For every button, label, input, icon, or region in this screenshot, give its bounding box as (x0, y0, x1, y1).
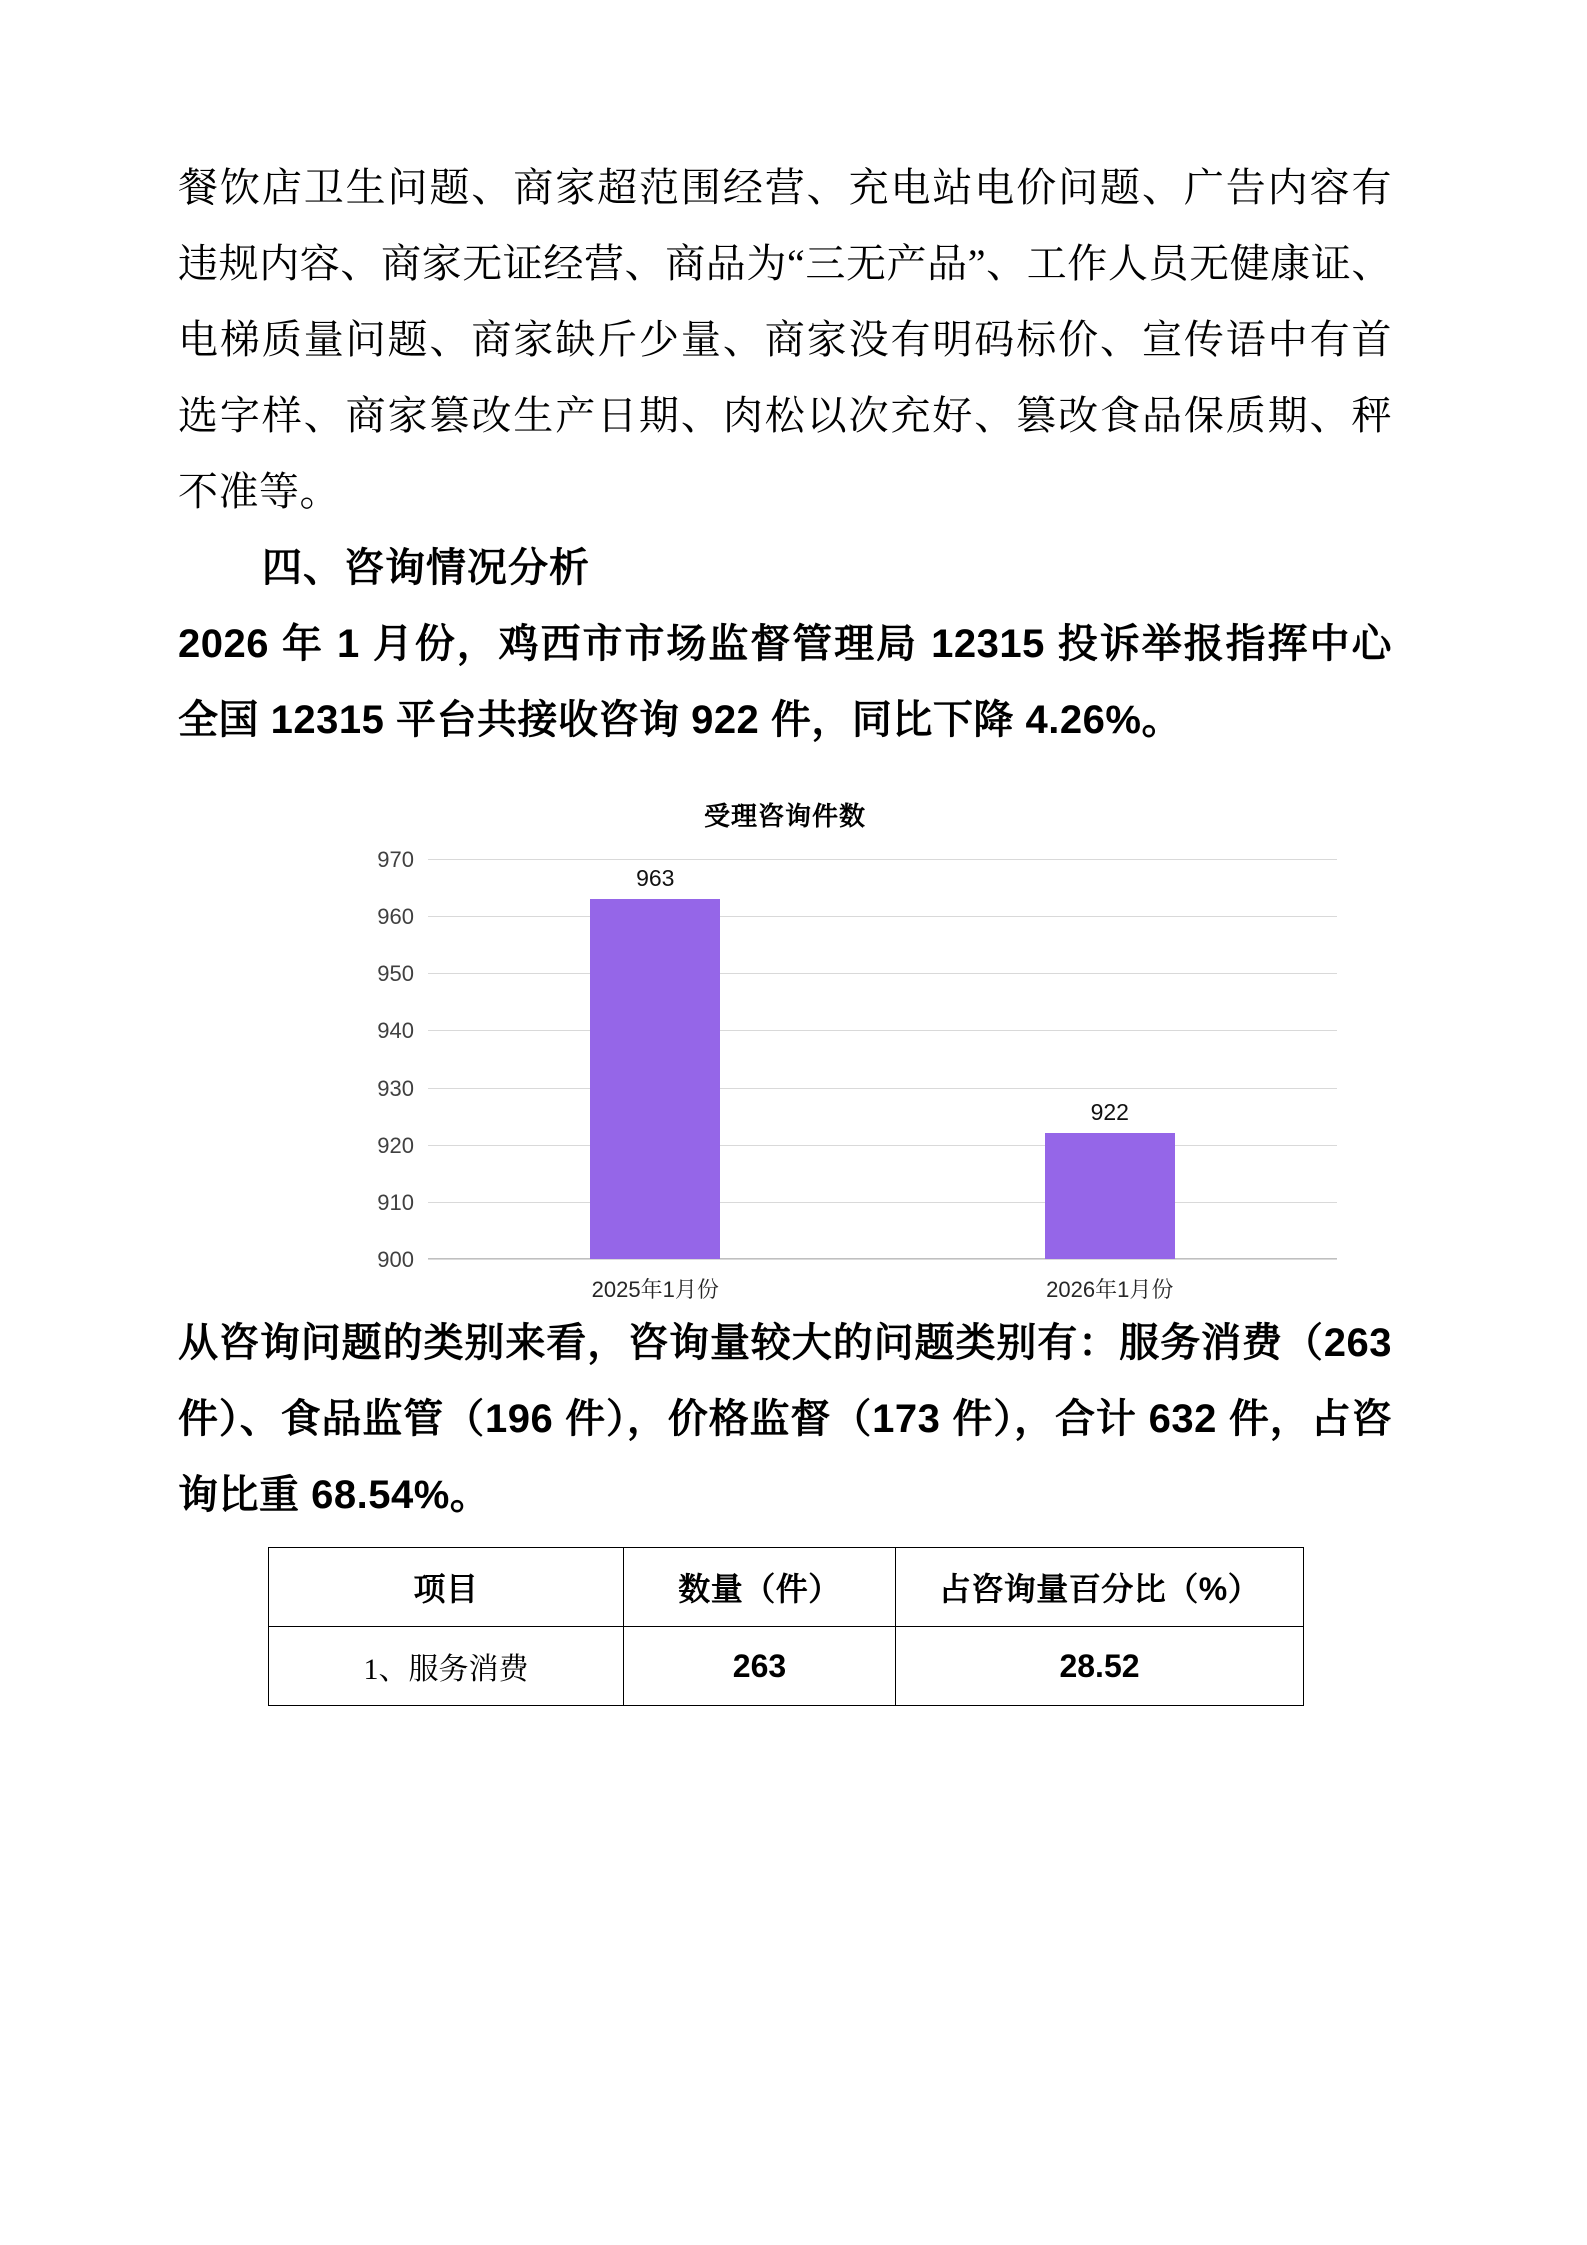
consultation-bar-chart (178, 796, 1392, 1305)
table-header-row (269, 1548, 1304, 1627)
chart-category-label: 2025年1月份 (591, 1277, 719, 1302)
section-heading-4: 四、咨询情况分析 (262, 546, 590, 590)
chart-bar-value-label: 922 (1090, 1099, 1129, 1126)
chart-bar-value-label: 963 (636, 865, 675, 891)
chart-gridline (377, 1018, 1337, 1044)
paragraph-category-breakdown: 从咨询问题的类别来看，咨询量较大的问题类别有：服务消费（263 件）、食品监管（196 件），价格监督（173 件），合计 632 件，占咨询比重 68.54%。 (178, 1321, 1392, 1517)
paragraph-consultation-summary: 2026 年 1 月份，鸡西市市场监督管理局 12315 投诉举报指挥中心全国 12315 平台共接收咨询 922 件，同比下降 4.26%。 (178, 622, 1392, 742)
paragraph-issue-list: 餐饮店卫生问题、商家超范围经营、充电站电价问题、广告内容有违规内容、商家无证经营、商品为“三无产品”、工作人员无健康证、电梯质量问题、商家缺斤少量、商家没有明码标价、宣传语中有首选字样、商家篡改生产日期、肉松以次充好、篡改食品保质期、秤不准等。 (178, 165, 1392, 514)
chart-title: 受理咨询件数 (703, 801, 866, 831)
chart-category-label: 2026年1月份 (1046, 1277, 1174, 1302)
chart-y-tick-label: 960 (377, 904, 414, 930)
table-header-percent: 占咨询量百分比（%） (896, 1548, 1304, 1627)
table-cell-count: 263 (624, 1627, 896, 1706)
chart-y-tick-label: 940 (377, 1018, 414, 1044)
table-row (269, 1627, 1304, 1706)
consultation-category-table (268, 1547, 1304, 1706)
chart-gridline (377, 847, 1337, 872)
chart-y-tick-label: 950 (377, 961, 414, 987)
chart-gridline (377, 904, 1337, 930)
table-header-item: 项目 (269, 1548, 624, 1627)
chart-category-labels (428, 1259, 1337, 1305)
chart-gridline (377, 1189, 1337, 1215)
chart-y-tick-label: 930 (377, 1075, 414, 1101)
chart-bar (590, 899, 720, 1259)
chart-bar (1045, 1133, 1175, 1259)
chart-y-tick-label: 920 (377, 1132, 414, 1158)
chart-y-tick-label: 970 (377, 847, 414, 872)
table-header-count: 数量（件） (624, 1548, 896, 1627)
chart-y-tick-label: 900 (377, 1247, 414, 1272)
chart-gridline (377, 961, 1337, 987)
table-cell-item: 1、服务消费 (269, 1627, 624, 1706)
chart-plot-area (377, 847, 1337, 1272)
chart-gridline (377, 1132, 1337, 1158)
chart-y-tick-label: 910 (377, 1189, 414, 1215)
table-cell-percent: 28.52 (896, 1627, 1304, 1706)
chart-gridline (377, 1075, 1337, 1101)
